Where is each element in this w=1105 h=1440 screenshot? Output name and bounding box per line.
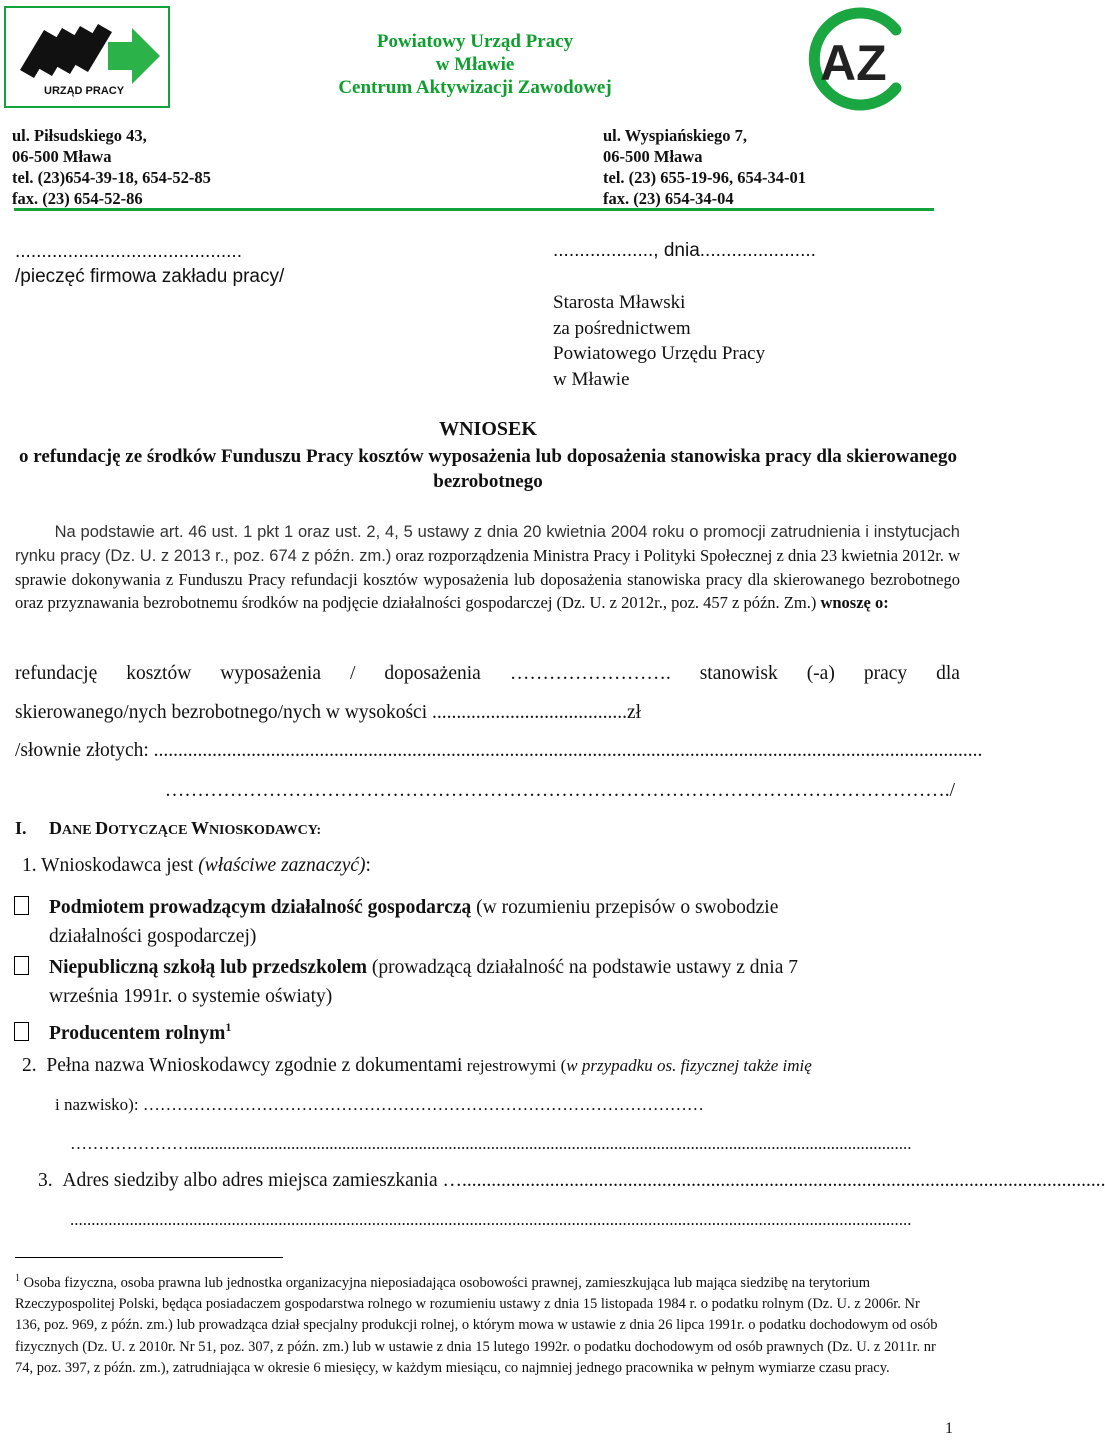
footnote-ref: 1 bbox=[225, 1020, 232, 1034]
address-field[interactable]: Adres siedziby albo adres miejsca zamieszkania ….................................................................................................................................... bbox=[62, 1170, 1105, 1191]
question-1-colon: : bbox=[365, 855, 371, 876]
org-title-line1: Powiatowy Urząd Pracy bbox=[376, 31, 574, 52]
caz-logo-text: AZ bbox=[820, 35, 887, 91]
footnote-number: 1 bbox=[15, 1273, 20, 1284]
addressee-line: w Mławie bbox=[553, 368, 630, 390]
request-word: (-a) bbox=[806, 663, 835, 684]
address-right-line: ul. Wyspiańskiego 7, bbox=[603, 126, 747, 145]
option-business-label: Podmiotem prowadzącym działalność gospodarczą bbox=[49, 897, 472, 918]
legal-basis bbox=[15, 520, 960, 614]
page-number: 1 bbox=[945, 1420, 953, 1437]
question-1-text: Wnioskodawca jest bbox=[41, 855, 199, 876]
address-left-line: 06-500 Mława bbox=[12, 147, 112, 166]
addressee-line: Powiatowego Urzędu Pracy bbox=[553, 343, 766, 364]
option-school-note-cont: września 1991r. o systemie oświaty) bbox=[49, 986, 333, 1007]
section-1-title-part: ANE bbox=[62, 823, 96, 838]
date-field[interactable]: ..................., dnia...................... bbox=[553, 240, 816, 261]
question-1-hint: (właściwe zaznaczyć) bbox=[198, 855, 366, 876]
section-1-title-part: NIOSKODAWCY: bbox=[208, 823, 322, 838]
question-2 bbox=[22, 1055, 952, 1077]
positions-count-field[interactable]: ……………………. bbox=[509, 663, 671, 684]
addressee-line: za pośrednictwem bbox=[553, 317, 691, 339]
request-word: / bbox=[350, 663, 356, 684]
org-title bbox=[175, 30, 775, 99]
request-word: dla bbox=[936, 663, 960, 684]
document-subtitle: o refundację ze środków Funduszu Pracy kosztów wyposażenia lub doposażenia stanowiska pracy dla skierowanego bezrobotnego bbox=[19, 446, 957, 492]
option-school bbox=[14, 953, 914, 1011]
addressee bbox=[553, 290, 765, 392]
section-1-number: I. bbox=[15, 818, 27, 838]
applicant-name-field-cont[interactable]: ………………….......................................................................................................................................................................... bbox=[70, 1134, 912, 1153]
option-business bbox=[14, 893, 914, 951]
request-word: stanowisk bbox=[699, 663, 778, 684]
addressee-line: Starosta Mławski bbox=[553, 292, 686, 313]
amount-in-words-continuation[interactable]: …………………………………………………………………………………………………………./ bbox=[164, 780, 955, 801]
checkbox-farmer[interactable] bbox=[14, 1022, 29, 1041]
section-1-title-part: OTYCZĄCE bbox=[108, 823, 191, 838]
request-word: refundację bbox=[15, 663, 98, 684]
urzad-pracy-logo-graphic bbox=[6, 8, 168, 106]
question-2-hint: w przypadku os. fizycznej także imię bbox=[566, 1056, 812, 1075]
address-right-line: fax. (23) 654-34-04 bbox=[603, 189, 734, 208]
caz-logo bbox=[798, 8, 916, 108]
footnote-text: Osoba fizyczna, osoba prawna lub jednostka organizacyjna nieposiadająca osobowości prawnej, zamieszkująca lub mająca siedzibę na terytorium Rzeczypospolitej Polski, będąca posiadaczem gospodarstwa rolnego w rozumieniu ustawy z dnia 15 listopada 1984 r. o podatku rolnym (Dz. U. z 2006r. Nr 136, poz. 969, z późn. zm.) lub prowadząca dział specjalny produkcji rolnej, o którym mowa w ustawie z dnia 26 lipca 1991r. o podatku dochodowym od osób fizycznych (Dz. U. z 2010r. Nr 51, poz. 307, z późn. zm.) lub w ustawie z dnia 15 lutego 1992r. o podatku dochodowym od osób prawnych (Dz. U. z 2011r. nr 74, poz. 397, z późn. zm.), zatrudniająca w okresie 6 miesięcy, w każdym miesiącu, co najmniej jednego pracownika w pełnym wymiarze czasu pracy. bbox=[15, 1274, 938, 1377]
logo-left-text: URZĄD PRACY bbox=[44, 85, 125, 97]
question-1-number: 1. bbox=[22, 855, 37, 876]
footnote-separator bbox=[15, 1257, 283, 1258]
option-school-note: (prowadzącą działalność na podstawie ustawy z dnia 7 bbox=[366, 957, 798, 978]
legal-basis-part2: oraz rozporządzenia Ministra Pracy i Polityki Społecznej z dnia 23 kwietnia 2012r. w sprawie dokonywania z Funduszu Pracy refundacji kosztów wyposażenia lub doposażenia stanowiska pracy dla skierowanego bezrobotnego oraz przyznawania bezrobotnemu środków na podjęcie działalności gospodarczej (Dz. U. z 2012r., poz. 457 z późn. Zm.) bbox=[15, 546, 961, 612]
stamp-placeholder-dots[interactable]: ........................................... bbox=[15, 241, 242, 262]
address-right-line: tel. (23) 655-19-96, 654-34-01 bbox=[603, 168, 806, 187]
footnote bbox=[15, 1268, 940, 1379]
address-left-line: fax. (23) 654-52-86 bbox=[12, 189, 143, 208]
option-farmer-label: Producentem rolnym bbox=[49, 1023, 226, 1044]
option-farmer bbox=[14, 1013, 914, 1048]
request-word: wyposażenia bbox=[220, 663, 321, 684]
question-3 bbox=[38, 1170, 1105, 1192]
section-1-heading bbox=[15, 818, 321, 839]
checkbox-business[interactable] bbox=[14, 896, 29, 915]
question-1 bbox=[22, 855, 371, 877]
request-line-1 bbox=[15, 663, 960, 685]
question-3-number: 3. bbox=[38, 1170, 53, 1191]
address-left-line: tel. (23)654-39-18, 654-52-85 bbox=[12, 168, 211, 187]
legal-basis-part1: Na podstawie art. 46 ust. 1 pkt 1 oraz ust. 2, 4, 5 ustawy z dnia 20 kwietnia 2004 roku o promocji zatrudnienia i instytucjach rynku pracy (Dz. U. z 2013 r., poz. 674 z późn. zm.) bbox=[15, 523, 960, 565]
request-word: doposażenia bbox=[384, 663, 481, 684]
address-left-line: ul. Piłsudskiego 43, bbox=[12, 126, 147, 145]
request-word: kosztów bbox=[126, 663, 192, 684]
address-field-cont[interactable]: ...................................................................................................................................................................................................... bbox=[70, 1210, 912, 1229]
section-1-title-char: D bbox=[95, 818, 109, 838]
document-title: WNIOSEK bbox=[439, 418, 537, 440]
stamp-label: /pieczęć firmowa zakładu pracy/ bbox=[15, 266, 285, 287]
option-school-label: Niepubliczną szkołą lub przedszkolem bbox=[49, 957, 367, 978]
amount-in-words-field[interactable]: /słownie złotych: .......................................................................................................................................................................... bbox=[15, 740, 983, 761]
checkbox-school[interactable] bbox=[14, 956, 29, 975]
org-title-line3: Centrum Aktywizacji Zawodowej bbox=[338, 77, 612, 98]
address-right bbox=[603, 125, 806, 209]
question-2-text2: rejestrowymi ( bbox=[462, 1056, 567, 1075]
org-title-line2: w Mławie bbox=[435, 54, 515, 75]
request-word: pracy bbox=[863, 663, 908, 684]
option-business-note: (w rozumieniu przepisów o swobodzie bbox=[471, 897, 779, 918]
urzad-pracy-logo bbox=[4, 6, 170, 108]
amount-field[interactable]: skierowanego/nych bezrobotnego/nych w wysokości ........................................zł bbox=[15, 702, 642, 723]
question-2-text: Pełna nazwa Wnioskodawcy zgodnie z dokumentami bbox=[46, 1055, 463, 1076]
question-2-number: 2. bbox=[22, 1055, 37, 1076]
section-1-title-char: W bbox=[190, 818, 209, 838]
applicant-name-field[interactable]: i nazwisko): ……………………………………………………………………………………… bbox=[55, 1095, 704, 1114]
address-right-line: 06-500 Mława bbox=[603, 147, 703, 166]
legal-basis-request: wnoszę o: bbox=[816, 593, 889, 612]
section-1-title-char: D bbox=[49, 818, 63, 838]
address-left bbox=[12, 125, 211, 209]
option-business-note-cont: działalności gospodarczej) bbox=[49, 926, 257, 947]
header-divider bbox=[14, 208, 934, 211]
